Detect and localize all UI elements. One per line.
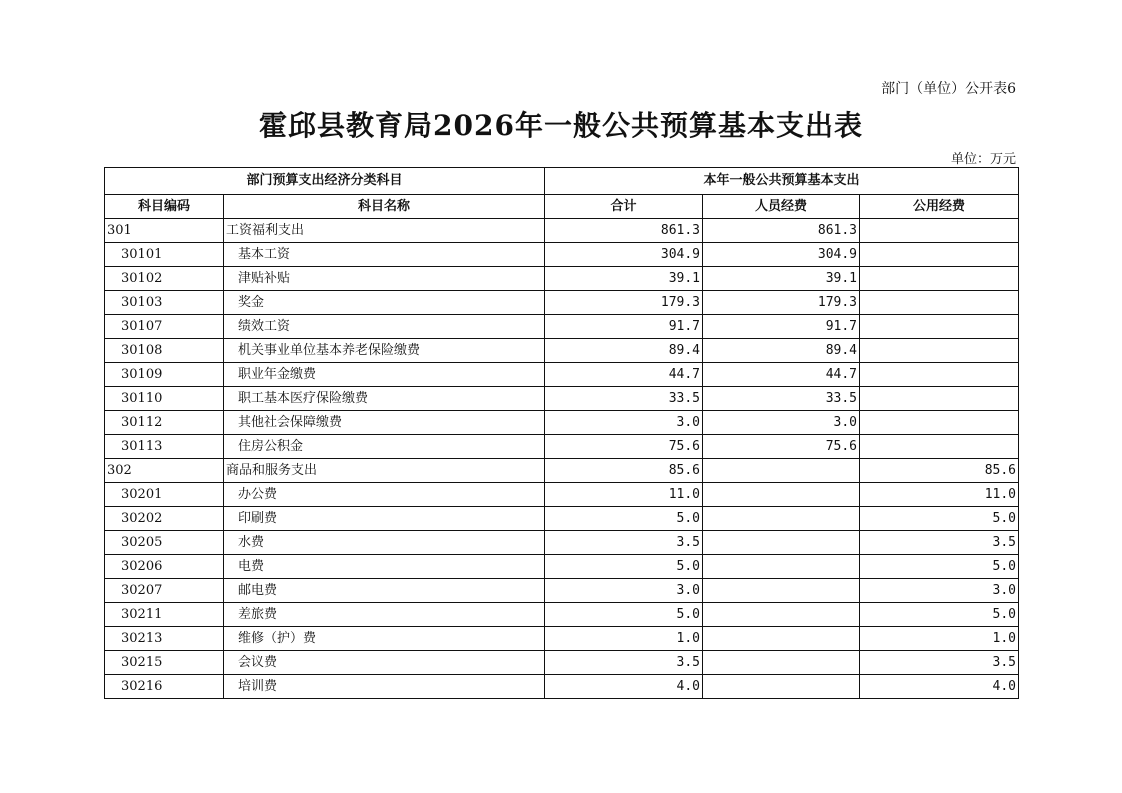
table-row [105, 459, 1019, 483]
header-group-row [105, 168, 1019, 195]
cell-code: 30107 [105, 315, 224, 339]
cell-name: 邮电费 [224, 579, 545, 603]
cell-public: 11.0 [860, 483, 1019, 507]
cell-name: 其他社会保障缴费 [224, 411, 545, 435]
cell-total: 91.7 [545, 315, 703, 339]
cell-personnel [703, 603, 860, 627]
cell-public [860, 291, 1019, 315]
budget-table [104, 167, 1019, 699]
cell-name: 职工基本医疗保险缴费 [224, 387, 545, 411]
cell-code: 301 [105, 219, 224, 243]
cell-personnel: 3.0 [703, 411, 860, 435]
table-row [105, 267, 1019, 291]
table-row [105, 435, 1019, 459]
page-title: 霍邱县教育局2026年一般公共预算基本支出表 [259, 109, 863, 142]
cell-code: 30112 [105, 411, 224, 435]
cell-code: 30206 [105, 555, 224, 579]
cell-name: 电费 [224, 555, 545, 579]
cell-personnel: 89.4 [703, 339, 860, 363]
cell-personnel: 304.9 [703, 243, 860, 267]
cell-public: 1.0 [860, 627, 1019, 651]
cell-name: 水费 [224, 531, 545, 555]
document-code: 部门（单位）公开表6 [881, 81, 1016, 97]
cell-public [860, 243, 1019, 267]
cell-code: 30213 [105, 627, 224, 651]
table-row [105, 651, 1019, 675]
cell-public: 3.0 [860, 579, 1019, 603]
cell-total: 33.5 [545, 387, 703, 411]
cell-personnel [703, 531, 860, 555]
cell-total: 5.0 [545, 603, 703, 627]
cell-total: 179.3 [545, 291, 703, 315]
cell-personnel: 861.3 [703, 219, 860, 243]
cell-code: 30113 [105, 435, 224, 459]
cell-public [860, 339, 1019, 363]
cell-personnel: 44.7 [703, 363, 860, 387]
header-name: 科目名称 [224, 195, 545, 219]
cell-code: 302 [105, 459, 224, 483]
cell-code: 30202 [105, 507, 224, 531]
table-row [105, 603, 1019, 627]
cell-code: 30201 [105, 483, 224, 507]
cell-total: 1.0 [545, 627, 703, 651]
table-row [105, 219, 1019, 243]
cell-personnel [703, 555, 860, 579]
cell-public: 5.0 [860, 555, 1019, 579]
table-row [105, 315, 1019, 339]
table-row [105, 579, 1019, 603]
header-group-basic-expenditure: 本年一般公共预算基本支出 [545, 168, 1019, 195]
cell-name: 基本工资 [224, 243, 545, 267]
cell-personnel: 39.1 [703, 267, 860, 291]
table-row [105, 675, 1019, 699]
cell-total: 39.1 [545, 267, 703, 291]
cell-personnel: 75.6 [703, 435, 860, 459]
table-row [105, 339, 1019, 363]
cell-total: 3.0 [545, 411, 703, 435]
header-code: 科目编码 [105, 195, 224, 219]
cell-code: 30101 [105, 243, 224, 267]
cell-name: 会议费 [224, 651, 545, 675]
cell-total: 5.0 [545, 555, 703, 579]
cell-name: 机关事业单位基本养老保险缴费 [224, 339, 545, 363]
cell-total: 75.6 [545, 435, 703, 459]
cell-personnel [703, 675, 860, 699]
cell-name: 办公费 [224, 483, 545, 507]
cell-total: 861.3 [545, 219, 703, 243]
cell-public [860, 363, 1019, 387]
table-row [105, 243, 1019, 267]
cell-name: 培训费 [224, 675, 545, 699]
cell-name: 印刷费 [224, 507, 545, 531]
table-row [105, 387, 1019, 411]
cell-code: 30103 [105, 291, 224, 315]
cell-code: 30216 [105, 675, 224, 699]
header-total: 合计 [545, 195, 703, 219]
header-column-row [105, 195, 1019, 219]
unit-label: 单位：万元 [950, 152, 1016, 167]
cell-total: 3.5 [545, 651, 703, 675]
cell-name: 工资福利支出 [224, 219, 545, 243]
cell-name: 津贴补贴 [224, 267, 545, 291]
cell-name: 奖金 [224, 291, 545, 315]
cell-public [860, 315, 1019, 339]
cell-personnel: 33.5 [703, 387, 860, 411]
cell-total: 3.5 [545, 531, 703, 555]
table-row [105, 555, 1019, 579]
cell-total: 44.7 [545, 363, 703, 387]
cell-code: 30215 [105, 651, 224, 675]
cell-public [860, 267, 1019, 291]
table-row [105, 531, 1019, 555]
cell-personnel [703, 627, 860, 651]
cell-personnel [703, 507, 860, 531]
table-row [105, 627, 1019, 651]
cell-code: 30108 [105, 339, 224, 363]
table-row [105, 507, 1019, 531]
cell-personnel [703, 483, 860, 507]
header-public: 公用经费 [860, 195, 1019, 219]
cell-public [860, 411, 1019, 435]
cell-personnel: 179.3 [703, 291, 860, 315]
cell-name: 差旅费 [224, 603, 545, 627]
cell-name: 商品和服务支出 [224, 459, 545, 483]
table-row [105, 291, 1019, 315]
cell-name: 绩效工资 [224, 315, 545, 339]
header-group-economic-category: 部门预算支出经济分类科目 [105, 168, 545, 195]
cell-code: 30109 [105, 363, 224, 387]
cell-public: 5.0 [860, 603, 1019, 627]
cell-total: 304.9 [545, 243, 703, 267]
cell-total: 4.0 [545, 675, 703, 699]
cell-public [860, 387, 1019, 411]
cell-personnel [703, 459, 860, 483]
cell-name: 住房公积金 [224, 435, 545, 459]
cell-code: 30207 [105, 579, 224, 603]
cell-public: 3.5 [860, 651, 1019, 675]
cell-code: 30205 [105, 531, 224, 555]
cell-name: 职业年金缴费 [224, 363, 545, 387]
cell-total: 3.0 [545, 579, 703, 603]
cell-public: 4.0 [860, 675, 1019, 699]
cell-total: 11.0 [545, 483, 703, 507]
header-personnel: 人员经费 [703, 195, 860, 219]
cell-name: 维修（护）费 [224, 627, 545, 651]
cell-total: 85.6 [545, 459, 703, 483]
cell-code: 30102 [105, 267, 224, 291]
table-row [105, 411, 1019, 435]
cell-personnel [703, 651, 860, 675]
cell-public: 5.0 [860, 507, 1019, 531]
cell-total: 89.4 [545, 339, 703, 363]
cell-public: 85.6 [860, 459, 1019, 483]
cell-public [860, 219, 1019, 243]
cell-personnel [703, 579, 860, 603]
cell-code: 30211 [105, 603, 224, 627]
table-row [105, 483, 1019, 507]
cell-public: 3.5 [860, 531, 1019, 555]
cell-personnel: 91.7 [703, 315, 860, 339]
cell-code: 30110 [105, 387, 224, 411]
table-row [105, 363, 1019, 387]
cell-total: 5.0 [545, 507, 703, 531]
cell-public [860, 435, 1019, 459]
